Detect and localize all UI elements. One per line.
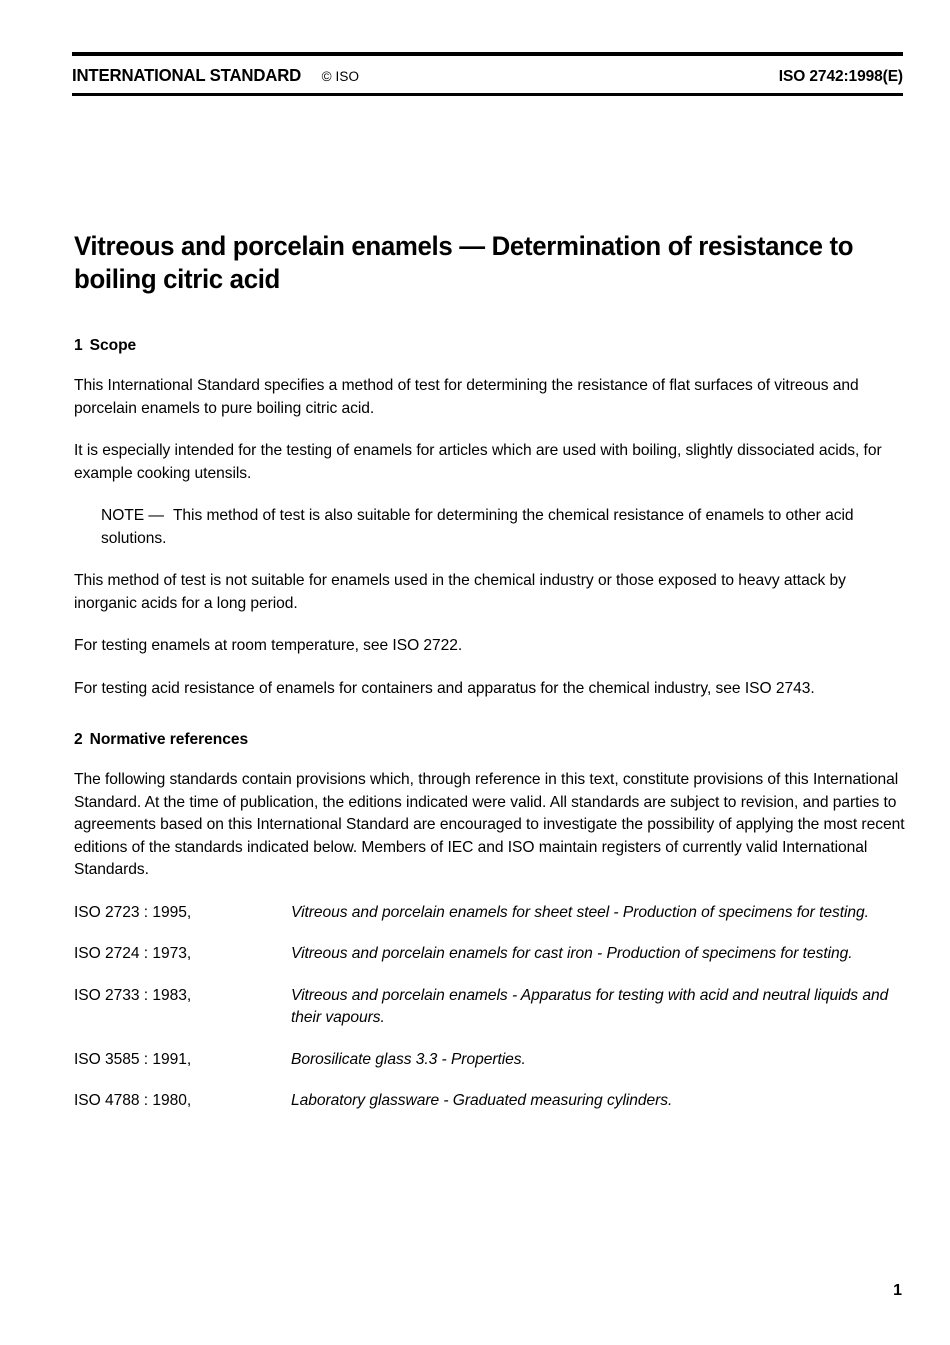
- scope-paragraph-3: This method of test is not suitable for enamels used in the chemical industry or those exposed to heavy attack by inorganic acids for a long period.: [74, 572, 846, 612]
- reference-title: Vitreous and porcelain enamels - Apparatus for testing with acid and neutral liquids and their vapours.: [291, 986, 889, 1026]
- header-rule-bottom: [72, 93, 903, 96]
- document-reference: ISO 2742:1998(E): [778, 68, 903, 85]
- document-body: [74, 336, 906, 1113]
- section-title-scope: Scope: [89, 337, 137, 354]
- reference-title: Vitreous and porcelain enamels for sheet steel - Production of specimens for testing.: [291, 903, 869, 921]
- reference-row: [74, 1090, 906, 1113]
- reference-title: Borosilicate glass 3.3 - Properties.: [291, 1050, 526, 1068]
- section-heading-scope: [74, 336, 906, 356]
- reference-id: ISO 2724 : 1973,: [74, 945, 192, 962]
- reference-row: [74, 902, 906, 925]
- note-text: This method of test is also suitable for determining the chemical resistance of enamels to other acid solutions.: [101, 507, 854, 547]
- header-row: [72, 56, 903, 93]
- section-title-normative-references: Normative references: [89, 731, 249, 748]
- scope-paragraph-1: This International Standard specifies a method of test for determining the resistance of flat surfaces of vitreous and porcelain enamels to pure boiling citric acid.: [74, 377, 859, 417]
- normative-references-list: [74, 902, 906, 1113]
- section-number-normative-references: 2: [74, 731, 83, 748]
- section-number-scope: 1: [74, 337, 83, 354]
- page-number: 1: [893, 1282, 902, 1299]
- scope-note: [74, 505, 906, 550]
- reference-id: ISO 4788 : 1980,: [74, 1092, 192, 1109]
- reference-title: Laboratory glassware - Graduated measuring cylinders.: [291, 1092, 673, 1109]
- header-left-group: [72, 65, 359, 86]
- normative-references-paragraph-1: The following standards contain provisions which, through reference in this text, constitute provisions of this International Standard. At the time of publication, the editions indicated were valid. All standards are subject to revision, and parties to agreements based on this International Standard are encouraged to investigate the possibility of applying the most recent editions of the standards indicated below. Members of IEC and ISO maintain registers of currently valid International Standards.: [74, 771, 905, 878]
- reference-row: [74, 1049, 906, 1072]
- reference-title: Vitreous and porcelain enamels for cast iron - Production of specimens for testing.: [291, 945, 853, 962]
- section-heading-normative-references: [74, 730, 906, 750]
- scope-paragraph-4: For testing enamels at room temperature, see ISO 2722.: [74, 637, 463, 654]
- page-title: Vitreous and porcelain enamels — Determination of resistance to boiling citric acid: [74, 230, 854, 294]
- section-spacer: [74, 720, 906, 730]
- standard-type-label: INTERNATIONAL STANDARD: [72, 65, 302, 85]
- reference-id: ISO 2733 : 1983,: [74, 986, 192, 1004]
- reference-id: ISO 3585 : 1991,: [74, 1050, 192, 1068]
- scope-paragraph-2: It is especially intended for the testing of enamels for articles which are used with boiling, slightly dissociated acids, for example cooking utensils.: [74, 442, 882, 482]
- scope-paragraph-5: For testing acid resistance of enamels for containers and apparatus for the chemical industry, see ISO 2743.: [74, 679, 815, 697]
- iso-copyright-mark: © ISO: [321, 69, 360, 84]
- reference-row: [74, 985, 906, 1030]
- reference-id: ISO 2723 : 1995,: [74, 903, 192, 921]
- reference-row: [74, 943, 906, 966]
- page-header: [72, 52, 903, 96]
- note-label: NOTE —: [101, 507, 164, 524]
